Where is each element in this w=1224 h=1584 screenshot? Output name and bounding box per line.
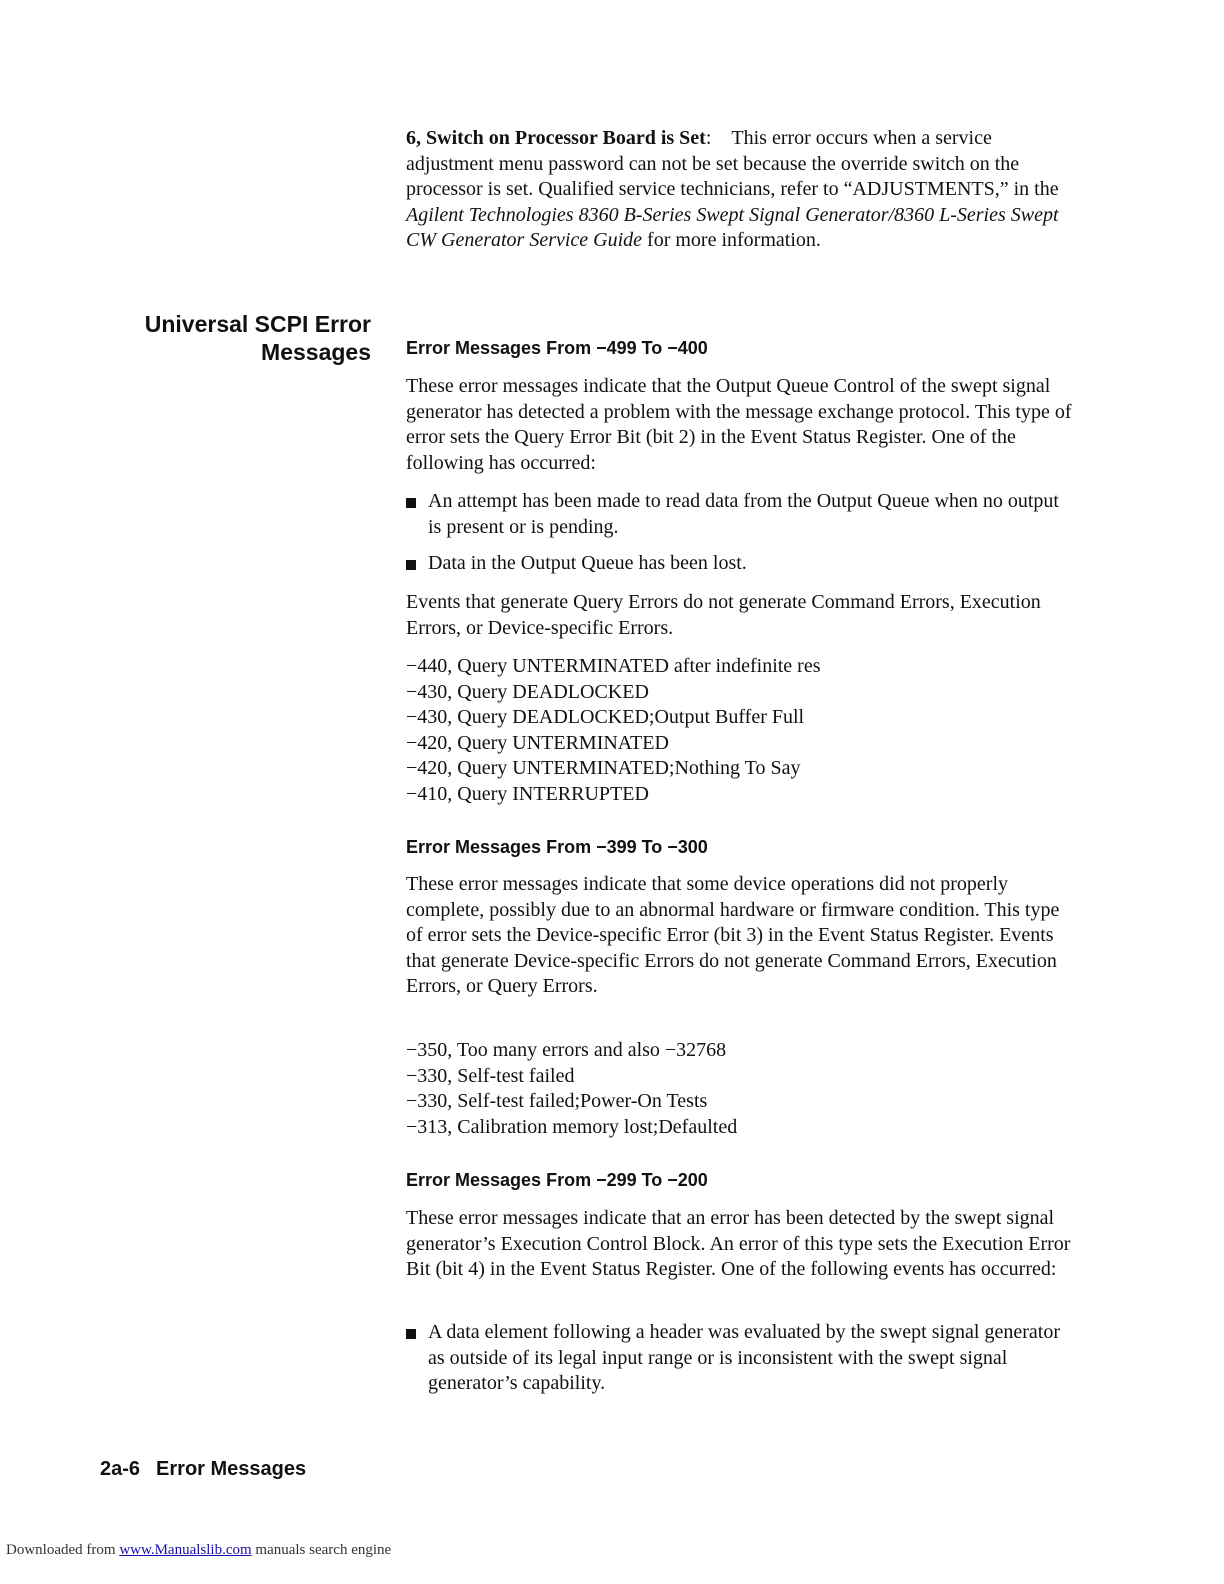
heading-499-400: Error Messages From −499 To −400 <box>406 338 708 358</box>
download-prefix: Downloaded from <box>6 1542 120 1558</box>
list-item: −313, Calibration memory lost;Defaulted <box>406 1115 738 1138</box>
intro-bold: 6, Switch on Processor Board is Set <box>406 127 706 149</box>
heading-299-200: Error Messages From −299 To −200 <box>406 1170 708 1190</box>
footer-label: Error Messages <box>156 1458 307 1480</box>
download-suffix: manuals search engine <box>251 1542 392 1558</box>
section-title-line2: Messages <box>261 339 371 365</box>
s2-paragraph-1: These error messages indicate that some device operations did not properly complete, possibly due to an abnormal hardware or firmware condition. This type of error sets the Device-specific Error (bit 3) in the Event Status Register. Events that generate Device-specific Errors do not generate Command Errors, Execution Errors, or Query Errors. <box>406 873 1060 998</box>
intro-text2: for more information. <box>642 229 821 252</box>
s2-error-list <box>406 1038 1076 1140</box>
intro-paragraph <box>406 126 1076 254</box>
s3-paragraph-1: These error messages indicate that an error has been detected by the swept signal generator’s Execution Control Block. An error of this type sets the Execution Error Bit (bit 4) in the Event Status Register. One of the following events has occurred: <box>406 1207 1071 1281</box>
intro-italic: Agilent Technologies 8360 B-Series Swept Signal Generator/8360 L-Series Swept CW Generator Service Guide <box>406 203 1059 252</box>
page-footer <box>100 1458 306 1481</box>
s1-bullet-1-text: An attempt has been made to read data from the Output Queue when no output is present or is pending. <box>428 490 1059 538</box>
list-item: −330, Self-test failed <box>406 1064 575 1087</box>
s1-bullet-1 <box>406 489 1076 540</box>
download-line <box>6 1542 391 1559</box>
manualslib-link[interactable]: www.Manualslib.com <box>119 1542 252 1558</box>
bullet-square-icon <box>406 1329 416 1339</box>
s1-error-list <box>406 654 1076 808</box>
intro-colon: : <box>705 127 712 149</box>
bullet-square-icon <box>406 498 416 508</box>
s1-bullet-2 <box>406 551 1076 577</box>
heading-399-300: Error Messages From −399 To −300 <box>406 837 708 857</box>
list-item: −350, Too many errors and also −32768 <box>406 1039 727 1061</box>
list-item: −440, Query UNTERMINATED after indefinite res <box>406 655 821 677</box>
page-number: 2a-6 <box>100 1458 141 1480</box>
section-title-line1: Universal SCPI Error <box>144 311 371 337</box>
list-item: −420, Query UNTERMINATED <box>406 731 669 754</box>
s1-paragraph-1: These error messages indicate that the Output Queue Control of the swept signal generator has detected a problem with the message exchange protocol. This type of error sets the Query Error Bit (bit 2) in the Event Status Register. One of the following has occurred: <box>406 375 1072 474</box>
s1-paragraph-2: Events that generate Query Errors do not generate Command Errors, Execution Errors, or Device-specific Errors. <box>406 591 1041 639</box>
list-item: −330, Self-test failed;Power-On Tests <box>406 1090 708 1113</box>
s3-bullet-1-text: A data element following a header was evaluated by the swept signal generator as outside of its legal input range or is inconsistent with the swept signal generator’s capability. <box>428 1321 1060 1395</box>
list-item: −420, Query UNTERMINATED;Nothing To Say <box>406 757 801 780</box>
section-title <box>111 310 371 366</box>
s3-bullet-1 <box>406 1320 1076 1397</box>
list-item: −410, Query INTERRUPTED <box>406 782 649 805</box>
list-item: −430, Query DEADLOCKED;Output Buffer Full <box>406 706 805 729</box>
list-item: −430, Query DEADLOCKED <box>406 680 649 703</box>
intro-text1: This error occurs when a service adjustment menu password can not be set because the override switch on the processor is set. Qualified service technicians, refer to “ADJUSTMENTS,” in the <box>406 127 1059 201</box>
bullet-square-icon <box>406 560 416 570</box>
s1-bullet-2-text: Data in the Output Queue has been lost. <box>428 552 747 574</box>
